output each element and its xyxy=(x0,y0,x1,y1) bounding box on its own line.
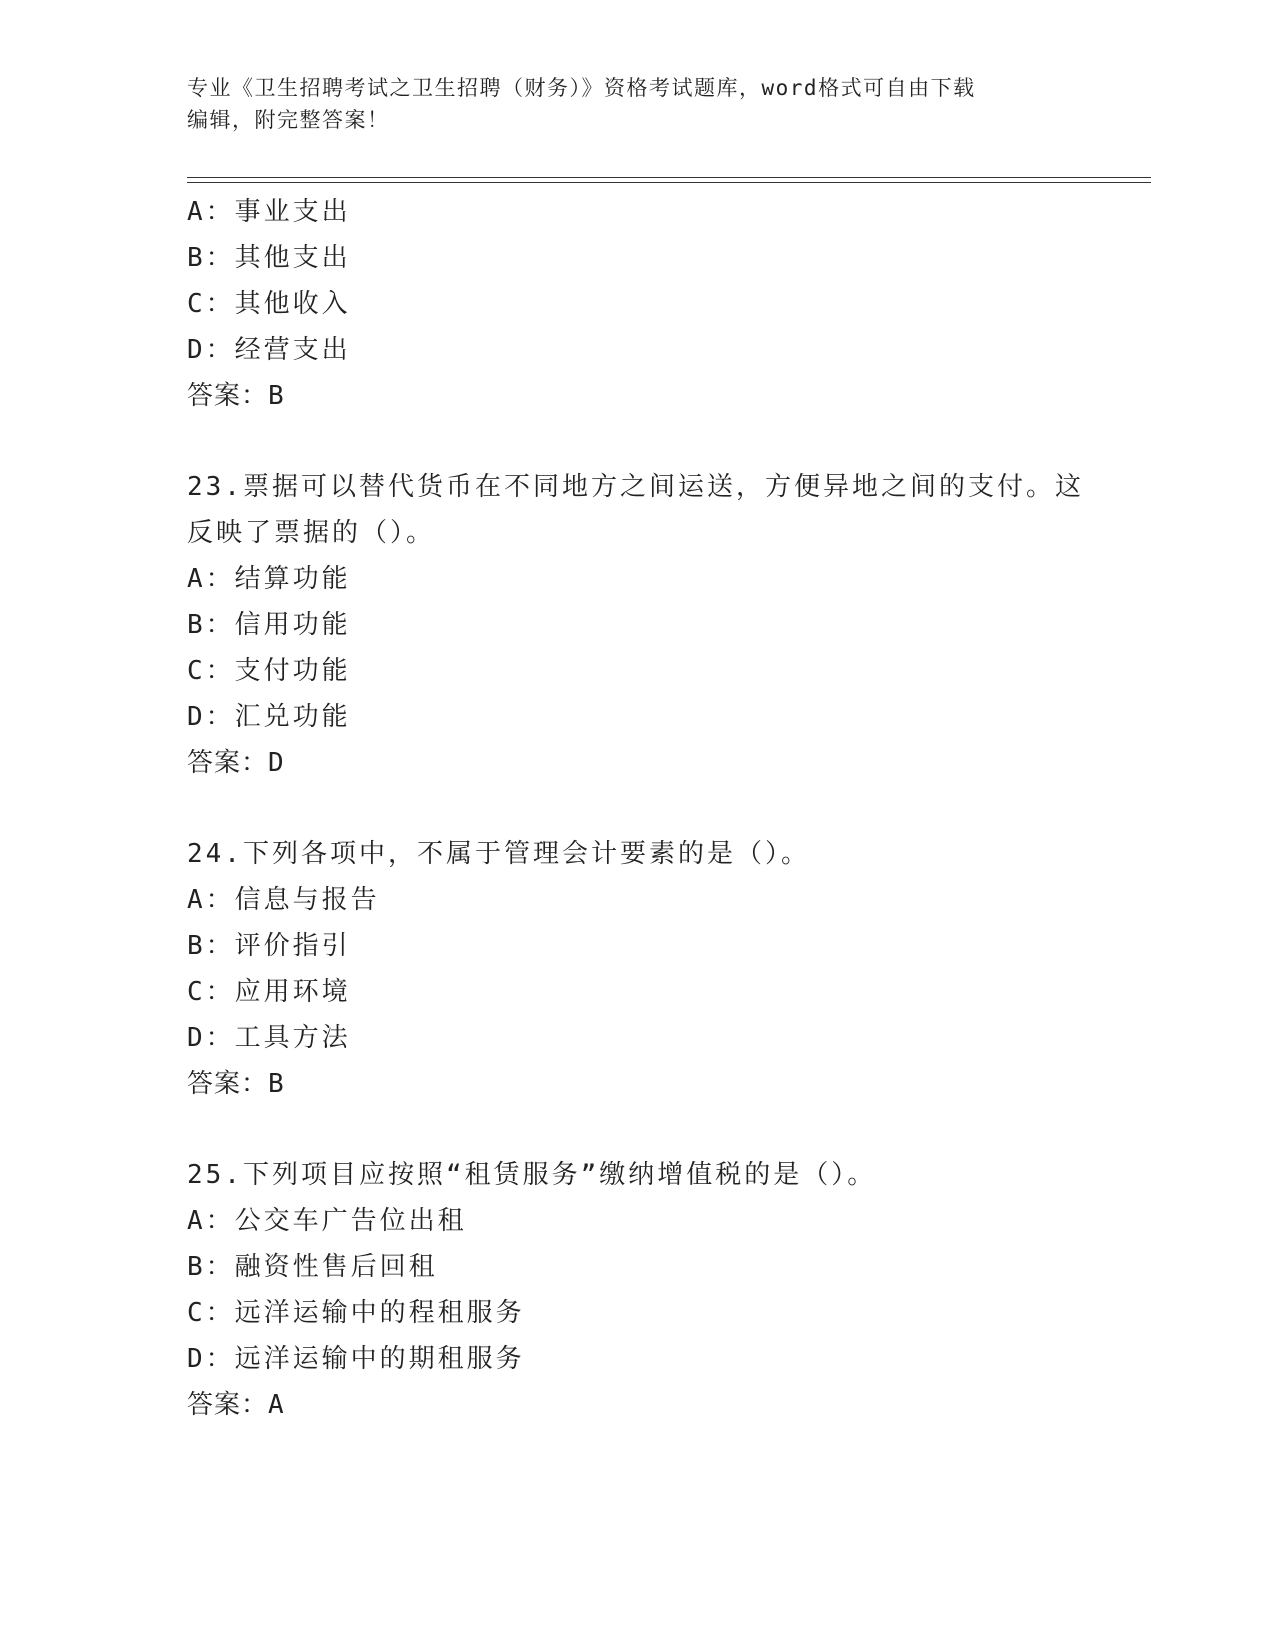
option-b: B：信用功能 xyxy=(187,610,351,640)
question-22 xyxy=(187,189,1087,419)
question-24 xyxy=(187,831,1087,1107)
header-divider-top xyxy=(187,177,1151,178)
document-header xyxy=(187,72,1067,136)
option-a: A：事业支出 xyxy=(187,197,351,227)
answer-label: 答案： xyxy=(187,748,269,778)
header-line-2: 编辑，附完整答案！ xyxy=(187,108,390,132)
option-a: A：信息与报告 xyxy=(187,885,380,915)
option-d: D：远洋运输中的期租服务 xyxy=(187,1344,525,1374)
question-spacer xyxy=(187,786,1087,831)
answer-value: D xyxy=(268,748,284,778)
answer-label: 答案： xyxy=(187,1069,269,1099)
answer-line xyxy=(187,373,1087,419)
question-stem-line-1: 24.下列各项中，不属于管理会计要素的是（）。 xyxy=(187,839,810,869)
answer-line xyxy=(187,740,1087,786)
question-spacer xyxy=(187,1107,1087,1152)
question-list xyxy=(187,189,1087,1428)
question-23 xyxy=(187,464,1087,786)
option-d: D：经营支出 xyxy=(187,335,351,365)
answer-value: A xyxy=(268,1390,284,1420)
option-d: D：工具方法 xyxy=(187,1023,351,1053)
option-c: C：远洋运输中的程租服务 xyxy=(187,1298,525,1328)
option-b: B：其他支出 xyxy=(187,243,351,273)
option-c: C：支付功能 xyxy=(187,656,351,686)
question-25 xyxy=(187,1152,1087,1428)
question-stem-line-1: 23.票据可以替代货币在不同地方之间运送，方便异地之间的支付。这 xyxy=(187,472,1084,502)
header-divider-bottom xyxy=(187,182,1151,183)
option-a: A：结算功能 xyxy=(187,564,351,594)
answer-line xyxy=(187,1061,1087,1107)
answer-line xyxy=(187,1382,1087,1428)
answer-label: 答案： xyxy=(187,381,269,411)
header-line-1: 专业《卫生招聘考试之卫生招聘（财务）》资格考试题库，word格式可自由下载 xyxy=(187,76,976,100)
option-c: C：其他收入 xyxy=(187,289,351,319)
answer-value: B xyxy=(268,1069,284,1099)
option-b: B：融资性售后回租 xyxy=(187,1252,438,1282)
option-a: A：公交车广告位出租 xyxy=(187,1206,467,1236)
question-spacer xyxy=(187,419,1087,464)
question-stem-line-2: 反映了票据的（）。 xyxy=(187,518,436,548)
option-d: D：汇兑功能 xyxy=(187,702,351,732)
option-c: C：应用环境 xyxy=(187,977,351,1007)
answer-label: 答案： xyxy=(187,1390,269,1420)
question-stem-line-1: 25.下列项目应按照“租赁服务”缴纳增值税的是（）。 xyxy=(187,1160,877,1190)
answer-value: B xyxy=(268,381,284,411)
option-b: B：评价指引 xyxy=(187,931,351,961)
